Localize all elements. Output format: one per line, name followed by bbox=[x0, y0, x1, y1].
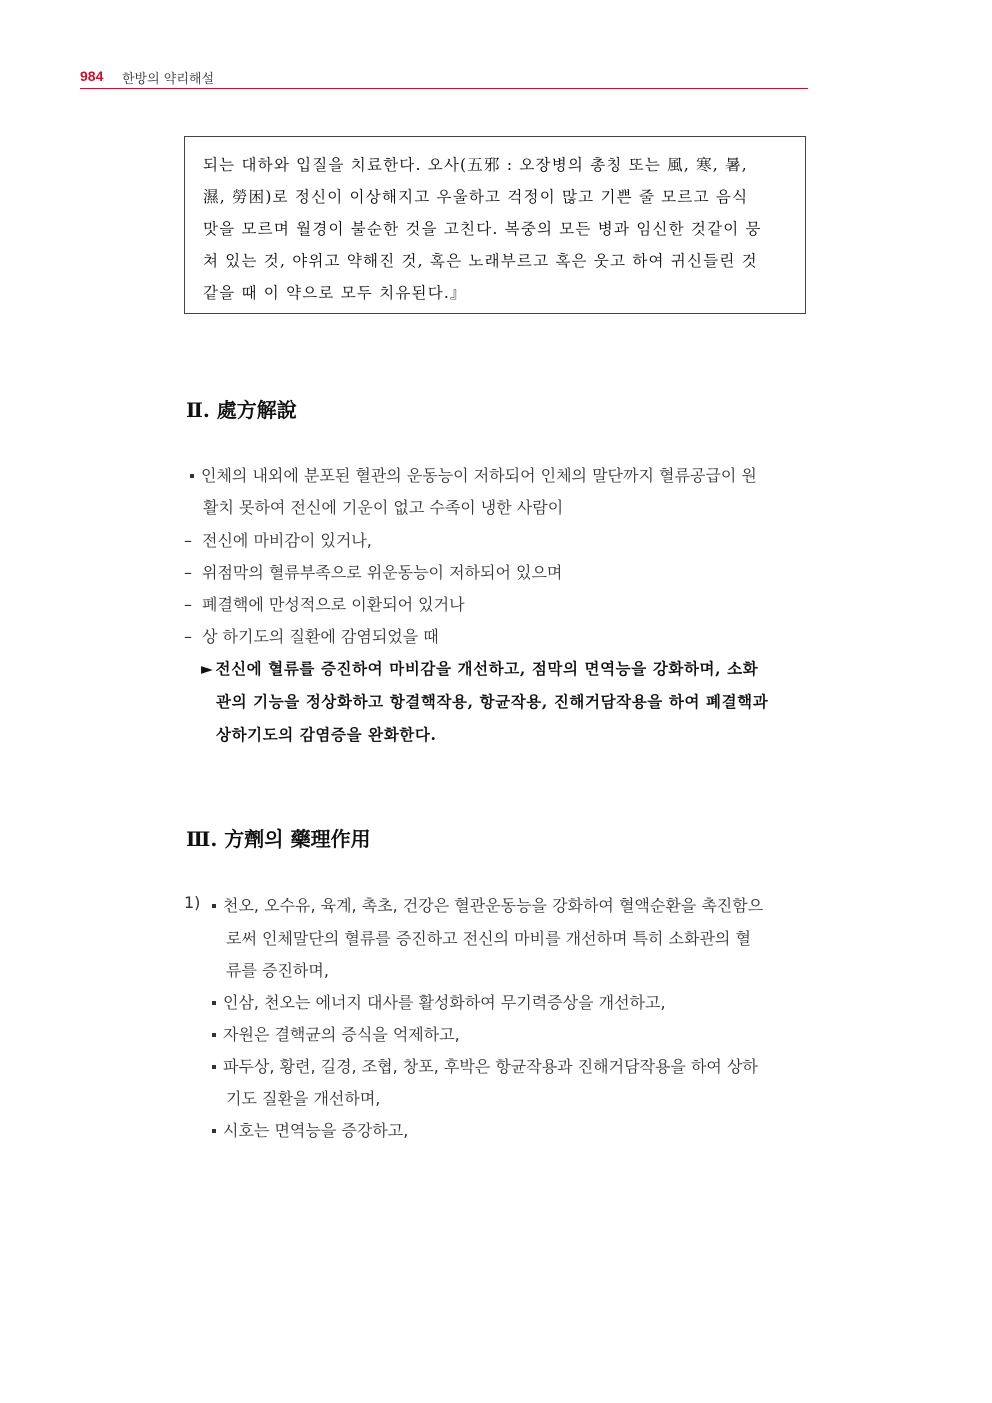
pharm-bullet bbox=[212, 1054, 758, 1077]
page-number: 984 bbox=[80, 68, 104, 84]
conclusion-line bbox=[201, 657, 758, 679]
pharm-text: 파두상, 황련, 길경, 조협, 창포, 후박은 항균작용과 진해거담작용을 하여 상하 bbox=[223, 1057, 758, 1076]
arrow-icon: ► bbox=[201, 659, 214, 678]
dash-marker: – bbox=[184, 531, 192, 550]
bullet-text: 인체의 내외에 분포된 혈관의 운동능이 저하되어 인체의 말단까지 혈류공급이 원 bbox=[201, 466, 757, 485]
bullet-icon bbox=[212, 1129, 216, 1133]
pharm-bullet bbox=[212, 893, 763, 916]
bullet-icon bbox=[190, 474, 194, 478]
dash-item bbox=[184, 624, 439, 647]
dash-item bbox=[184, 560, 562, 583]
pharm-continuation: 로써 인체말단의 혈류를 증진하고 전신의 마비를 개선하며 특히 소화관의 혈 bbox=[226, 929, 751, 948]
pharm-text: 인삼, 천오는 에너지 대사를 활성화하여 무기력증상을 개선하고, bbox=[223, 993, 666, 1012]
dash-marker: – bbox=[184, 563, 192, 582]
pharm-bullet bbox=[212, 990, 666, 1013]
quote-line: 되는 대하와 입질을 치료한다. 오사(五邪 : 오장병의 총칭 또는 風, 寒, 暑, bbox=[203, 156, 748, 174]
pharm-continuation: 기도 질환을 개선하며, bbox=[226, 1089, 381, 1108]
section-heading-pharmacology: Ⅲ. 方劑의 藥理作用 bbox=[186, 827, 371, 851]
quote-line: 濕, 勞困)로 정신이 이상해지고 우울하고 걱정이 많고 기쁜 줄 모르고 음식 bbox=[203, 188, 749, 206]
item-number: 1) bbox=[184, 893, 201, 912]
book-title: 한방의 약리해설 bbox=[122, 72, 215, 87]
quote-line: 쳐 있는 것, 야위고 약해진 것, 혹은 노래부르고 혹은 웃고 하여 귀신들린 것 bbox=[203, 252, 758, 270]
page-header bbox=[80, 66, 808, 89]
conclusion-line: 관의 기능을 정상화하고 항결핵작용, 항균작용, 진해거담작용을 하여 폐결핵과 bbox=[216, 692, 769, 711]
quote-box bbox=[184, 136, 806, 314]
pharm-text: 시호는 면역능을 증강하고, bbox=[223, 1121, 409, 1140]
pharm-bullet bbox=[212, 1022, 460, 1045]
bullet-icon bbox=[212, 904, 216, 908]
pharm-continuation: 류를 증진하며, bbox=[226, 961, 329, 980]
dash-item bbox=[184, 528, 372, 551]
quote-line: 맛을 모르며 월경이 불순한 것을 고친다. 복중의 모든 병과 임신한 것같이 뭉 bbox=[203, 220, 762, 238]
conclusion-text: 전신에 혈류를 증진하여 마비감을 개선하고, 점막의 면역능을 강화하며, 소화 bbox=[215, 659, 759, 678]
dash-item-text: 전신에 마비감이 있거나, bbox=[202, 531, 372, 550]
pharm-bullet bbox=[212, 1118, 408, 1141]
dash-item-text: 폐결핵에 만성적으로 이환되어 있거나 bbox=[202, 595, 465, 614]
dash-item-text: 상 하기도의 질환에 감염되었을 때 bbox=[202, 627, 439, 646]
pharm-text: 자원은 결핵균의 증식을 억제하고, bbox=[223, 1025, 460, 1044]
dash-item-text: 위점막의 혈류부족으로 위운동능이 저하되어 있으며 bbox=[202, 563, 563, 582]
bullet-icon bbox=[212, 1033, 216, 1037]
bullet-icon bbox=[212, 1001, 216, 1005]
bullet-continuation: 활치 못하여 전신에 기운이 없고 수족이 냉한 사람이 bbox=[203, 498, 564, 517]
dash-marker: – bbox=[184, 595, 192, 614]
bullet-line bbox=[190, 463, 757, 486]
dash-item bbox=[184, 592, 465, 615]
quote-line: 같을 때 이 약으로 모두 치유된다.』 bbox=[203, 284, 467, 302]
conclusion-line: 상하기도의 감염증을 완화한다. bbox=[216, 725, 437, 744]
pharm-text: 천오, 오수유, 육계, 촉초, 건강은 혈관운동능을 강화하여 혈액순환을 촉진함으 bbox=[223, 896, 764, 915]
dash-marker: – bbox=[184, 627, 192, 646]
section-heading-prescription: Ⅱ. 處方解說 bbox=[186, 398, 297, 422]
bullet-icon bbox=[212, 1065, 216, 1069]
